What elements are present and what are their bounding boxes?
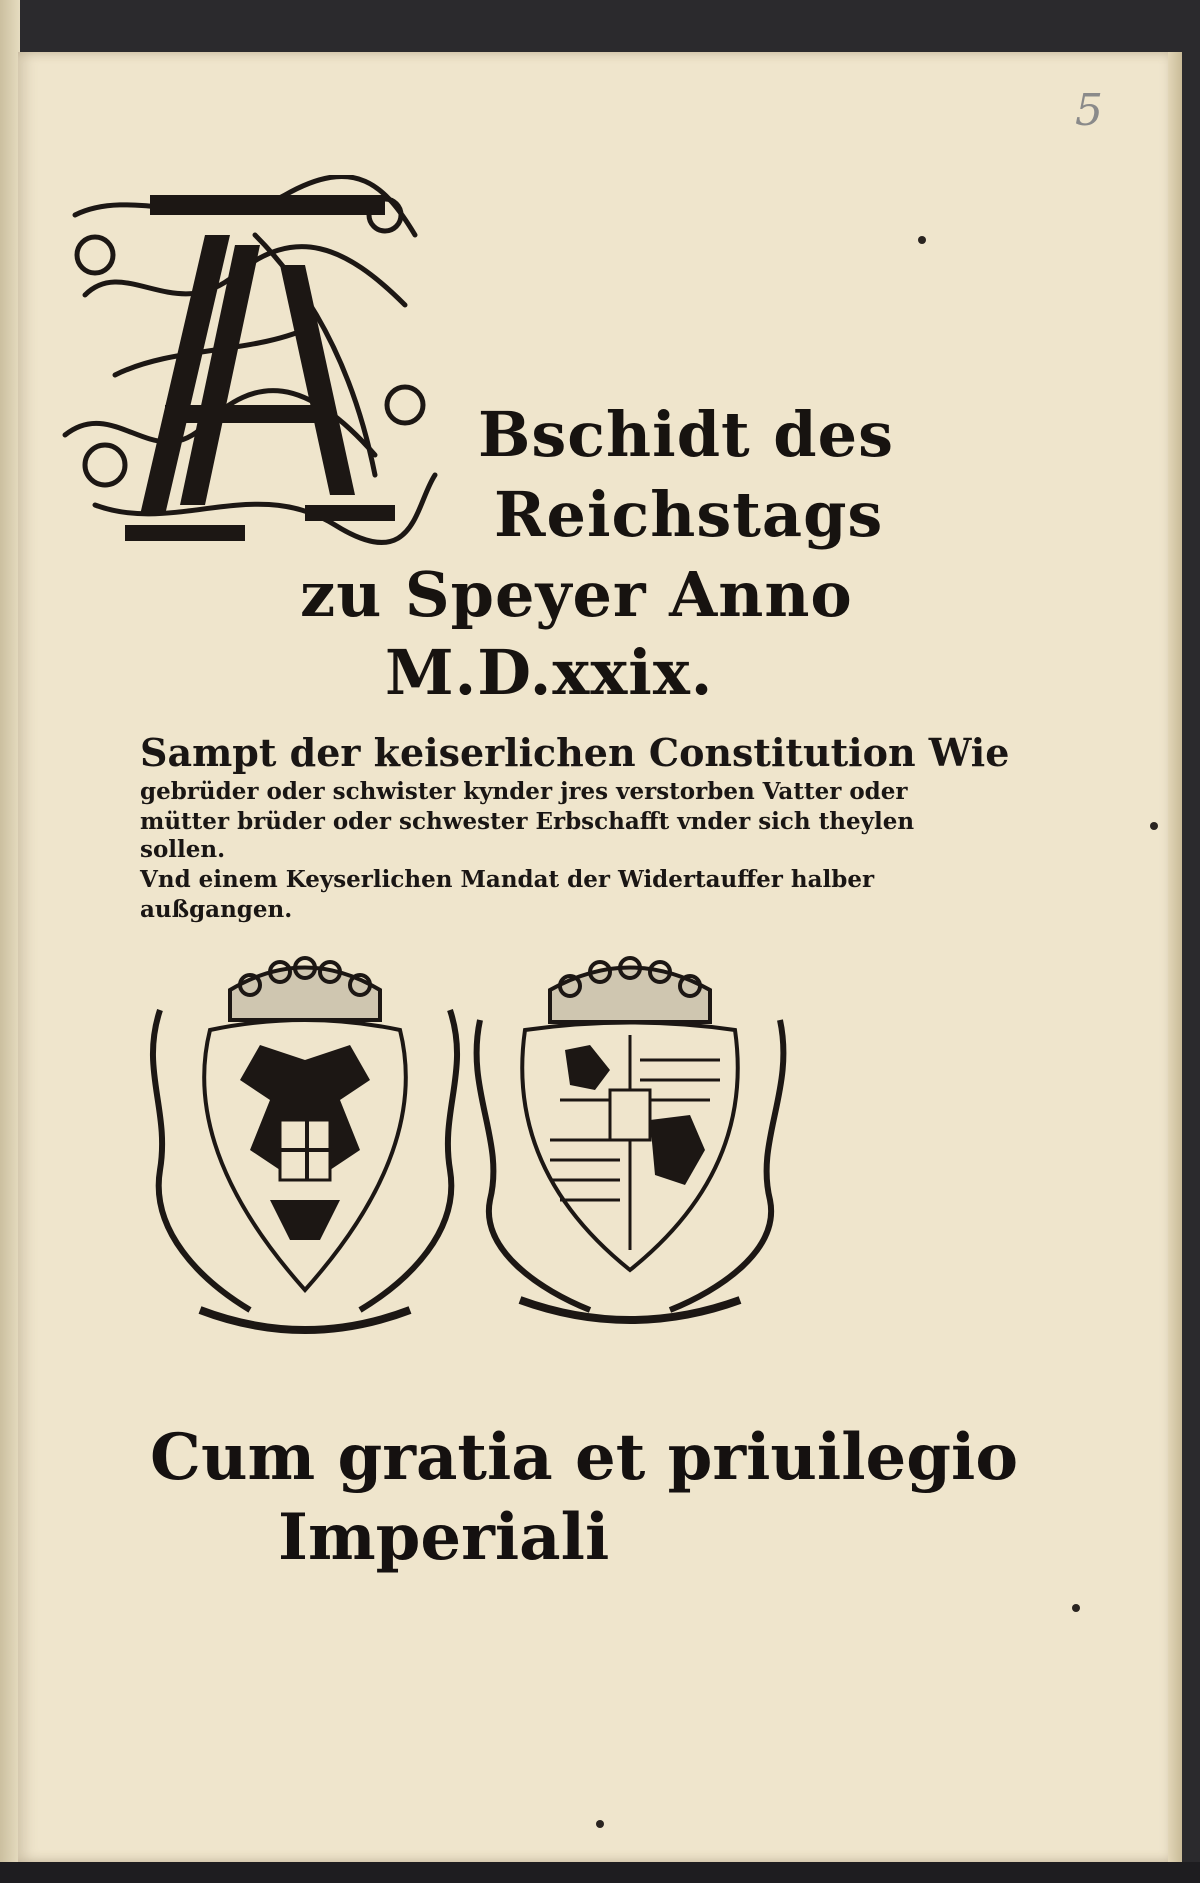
ink-speck — [918, 236, 926, 244]
royal-crest-image — [470, 950, 790, 1330]
subtitle-line-1: Sampt der keiserlichen Constitution Wie — [140, 730, 1010, 775]
subtitle-line-3: mütter brüder oder schwester Erbschafft vnder sich theylen — [140, 808, 915, 835]
title-line-4: M.D.xxix. — [385, 636, 714, 709]
page-fore-edge — [1168, 52, 1182, 1862]
decorative-initial-letter — [55, 175, 445, 565]
subtitle-line-4: sollen. — [140, 836, 226, 863]
motto-line-2: Imperiali — [278, 1500, 610, 1575]
title-line-1: Bschidt des — [478, 398, 894, 471]
title-line-3: zu Speyer Anno — [300, 558, 853, 631]
title-line-2: Reichstags — [494, 478, 884, 551]
subtitle-line-5: Vnd einem Keyserlichen Mandat der Widertauffer halber — [140, 866, 875, 893]
imperial-eagle-crest-image — [140, 950, 470, 1340]
book-binding-edge — [0, 0, 20, 1883]
subtitle-line-2: gebrüder oder schwister kynder jres verstorben Vatter oder — [140, 778, 908, 805]
motto-line-1: Cum gratia et priuilegio — [150, 1420, 1018, 1495]
ink-speck — [1150, 822, 1158, 830]
scan-background — [0, 1862, 1200, 1883]
folio-number: 5 — [1075, 85, 1103, 136]
ink-speck — [1072, 1604, 1080, 1612]
ink-speck — [596, 1820, 604, 1828]
subtitle-line-6: außgangen. — [140, 896, 293, 923]
